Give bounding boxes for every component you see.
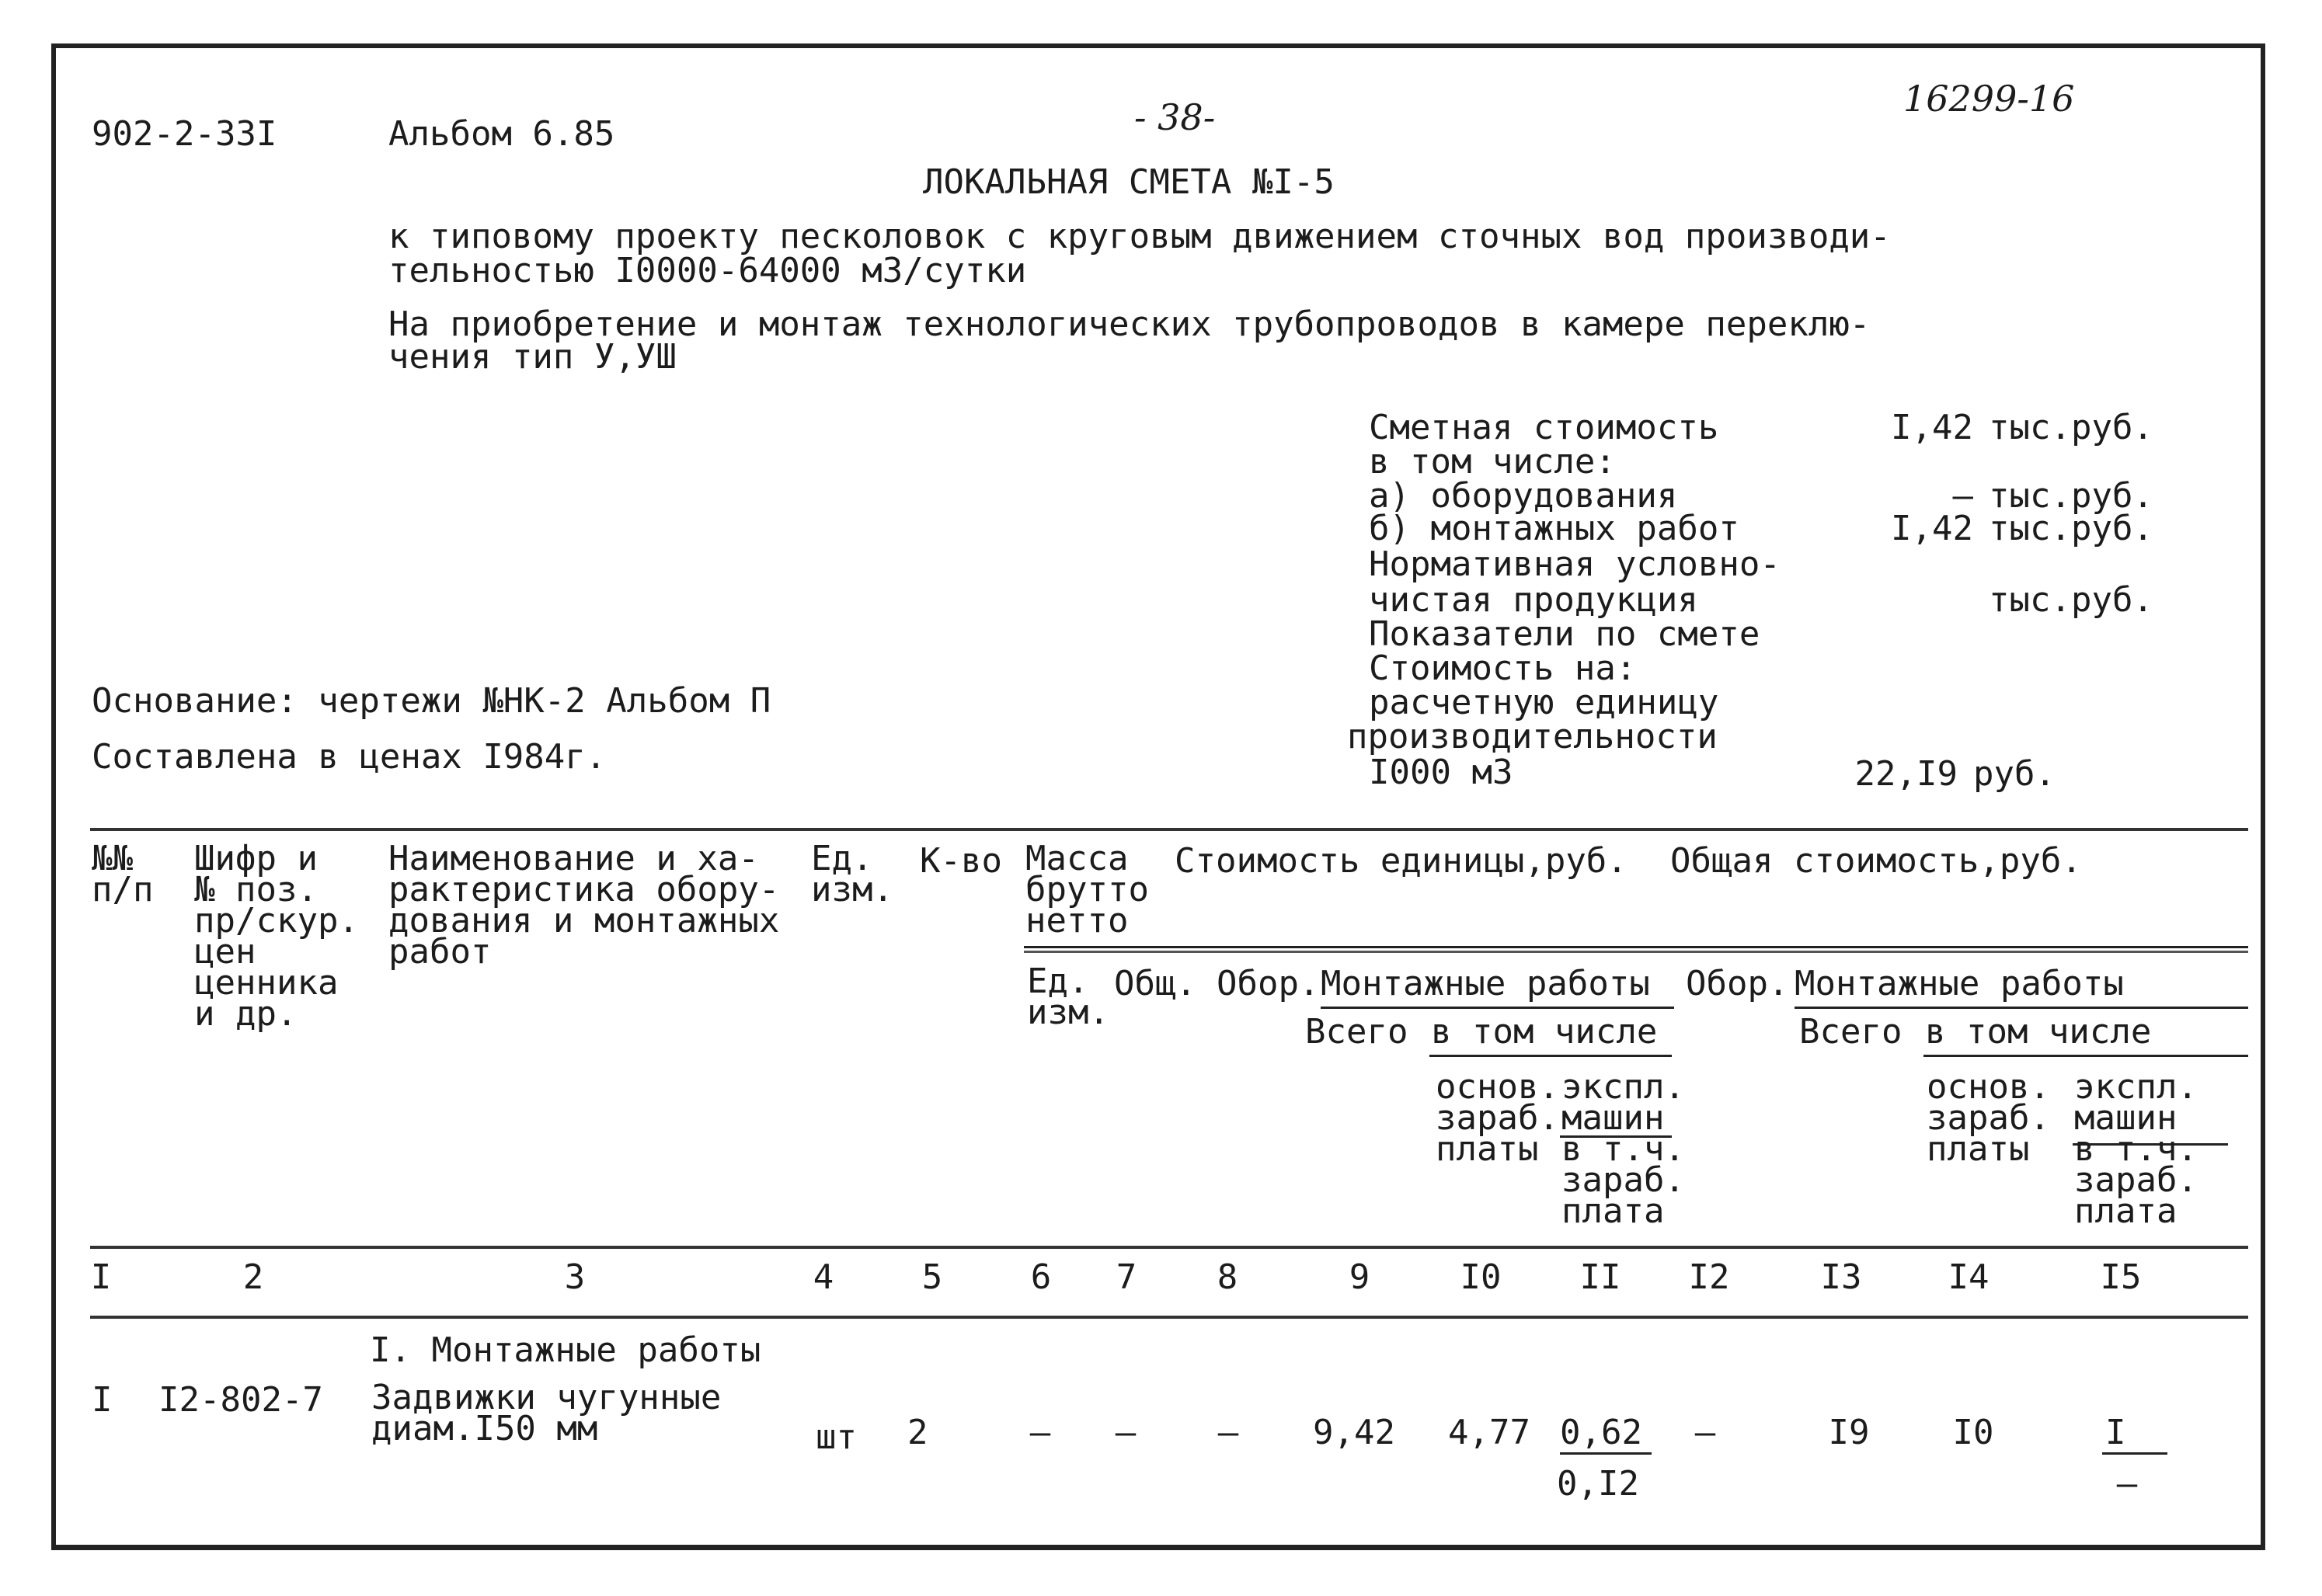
summary-label: расчетную единицу [1369, 683, 1719, 722]
row-install-total-unit: 9,42 [1313, 1413, 1395, 1452]
column-number: I0 [1460, 1257, 1502, 1297]
row-machines-unit: 0,62 [1560, 1413, 1642, 1452]
col-num-header: №№ п/п [92, 839, 154, 909]
column-number: 8 [1217, 1257, 1238, 1297]
summary-unit: тыс.руб. [1989, 580, 2153, 620]
row-install-total: I9 [1828, 1413, 1870, 1452]
purpose-line-1: На приобретение и монтаж технологических трубопроводов в камере переклю- [388, 304, 1871, 344]
row-machines-wages-total: – [2116, 1464, 2138, 1504]
album-label: Альбом 6.85 [388, 114, 615, 154]
header-rule-mass [1024, 946, 2248, 948]
column-number: II [1579, 1257, 1621, 1297]
installation-unit-header: Монтажные работы [1321, 964, 1650, 1003]
doc-code: 902-2-33I [92, 114, 277, 154]
col-mass-header: Масса брутто нетто [1025, 839, 1149, 941]
row-machines-total-rule [2102, 1452, 2167, 1455]
basic-wages-unit-header: основ. зараб. платы [1436, 1067, 1559, 1169]
summary-label: Нормативная условно- [1369, 544, 1781, 584]
summary-label: в том числе: [1369, 442, 1616, 482]
summary-unit: тыс.руб. [1989, 509, 2153, 548]
row-machines-wages-unit: 0,I2 [1557, 1464, 1639, 1504]
header-rule-install-total [1795, 1007, 2248, 1009]
header-rule-install-unit [1321, 1007, 1674, 1009]
column-number: 6 [1030, 1257, 1052, 1297]
summary-label: чистая продукция [1369, 580, 1698, 620]
summary-value: I,42 [1891, 509, 1973, 548]
total-unit-header: Всего [1305, 1012, 1408, 1052]
row-machines-unit-rule [1560, 1452, 1652, 1455]
col-qty-header: К-во [920, 841, 1002, 881]
installation-total-header: Монтажные работы [1795, 964, 2124, 1003]
document-title: ЛОКАЛЬНАЯ СМЕТА №I-5 [923, 162, 1335, 202]
column-number: 7 [1116, 1257, 1137, 1297]
row-equipment-unit: – [1217, 1413, 1239, 1452]
col-code-header: Шифр и № поз. пр/скур. цен ценника и др. [194, 839, 359, 1034]
header-rule-incl-unit [1429, 1055, 1672, 1057]
summary-label: Сметная стоимость [1369, 408, 1719, 447]
subtitle-line-1: к типовому проекту песколовок с круговым движением сточных вод производи- [388, 217, 1891, 256]
column-number: I3 [1820, 1257, 1862, 1297]
column-number: I [90, 1257, 112, 1297]
subtitle-line-2: тельностью I0000-64000 м3/сутки [388, 251, 1027, 290]
page-number: - 38- [1134, 96, 1216, 138]
row-code: I2-802-7 [158, 1380, 323, 1420]
summary-label: б) монтажных работ [1369, 509, 1739, 548]
row-mass-gross: – [1029, 1413, 1051, 1452]
header-rule-2 [1024, 951, 2248, 953]
summary-label: производительности [1347, 717, 1718, 756]
machines-unit-header: экспл. машин в т.ч. зараб. плата [1561, 1067, 1685, 1231]
row-mass-total: – [1115, 1413, 1137, 1452]
column-number: I2 [1688, 1257, 1730, 1297]
basis-text: Основание: чертежи №НК-2 Альбом П [92, 681, 771, 721]
column-number: 5 [921, 1257, 943, 1297]
total-cost-header: Общая стоимость,руб. [1670, 841, 2082, 881]
summary-label: I000 м3 [1369, 753, 1513, 792]
equipment-total-header: Обор. [1686, 964, 1789, 1003]
column-number: 4 [813, 1257, 834, 1297]
prices-text: Составлена в ценах I984г. [92, 737, 607, 777]
including-total-header: в том числе [1925, 1012, 2152, 1052]
row-name: Задвижки чугунные диам.I50 мм [371, 1378, 722, 1448]
summary-label: Показатели по смете [1369, 614, 1760, 654]
summary-value: 22,I9 [1854, 754, 1958, 794]
total-mass-header: Общ. [1114, 964, 1196, 1003]
col-name-header: Наименование и ха- рактеристика обору- дования и монтажных работ [388, 839, 780, 972]
summary-value: I,42 [1891, 408, 1973, 447]
row-basic-wages-unit: 4,77 [1448, 1413, 1530, 1452]
row-basic-wages-total: I0 [1952, 1413, 1994, 1452]
column-number: 3 [564, 1257, 586, 1297]
section-title: I. Монтажные работы [370, 1330, 761, 1370]
machines-total-header: экспл. машин в т.ч. зараб. плата [2074, 1067, 2198, 1231]
col-unit-header: Ед. изм. [811, 839, 893, 909]
basic-wages-total-header: основ. зараб. платы [1927, 1067, 2050, 1169]
summary-unit: тыс.руб. [1989, 476, 2153, 516]
purpose-line-2: чения тип У,УШ [388, 337, 677, 377]
total-total-header: Всего [1799, 1012, 1903, 1052]
column-numbers-top-rule [90, 1246, 2248, 1249]
summary-value: – [1952, 476, 1973, 516]
unit-measure-header: Ед. изм. [1027, 961, 1109, 1032]
table-top-rule [90, 828, 2248, 831]
column-number: I5 [2100, 1257, 2142, 1297]
page-frame [51, 43, 2265, 1550]
header-rule-incl-total [1923, 1055, 2248, 1057]
unit-cost-header: Стоимость единицы,руб. [1175, 841, 1627, 881]
column-number: 9 [1349, 1257, 1370, 1297]
row-qty: 2 [907, 1413, 928, 1452]
row-machines-total: I [2105, 1413, 2126, 1452]
summary-label: а) оборудования [1369, 476, 1678, 516]
equipment-unit-header: Обор. [1217, 964, 1320, 1003]
summary-unit: тыс.руб. [1989, 408, 2153, 447]
row-equipment-total: – [1694, 1413, 1716, 1452]
column-numbers-bottom-rule [90, 1316, 2248, 1319]
column-number: I4 [1948, 1257, 1990, 1297]
inventory-number: 16299-16 [1903, 78, 2075, 120]
row-unit: шт [816, 1417, 857, 1457]
column-number: 2 [242, 1257, 264, 1297]
summary-label: Стоимость на: [1369, 648, 1637, 688]
row-number: I [92, 1380, 113, 1420]
summary-unit: руб. [1973, 754, 2056, 794]
including-unit-header: в том числе [1431, 1012, 1658, 1052]
